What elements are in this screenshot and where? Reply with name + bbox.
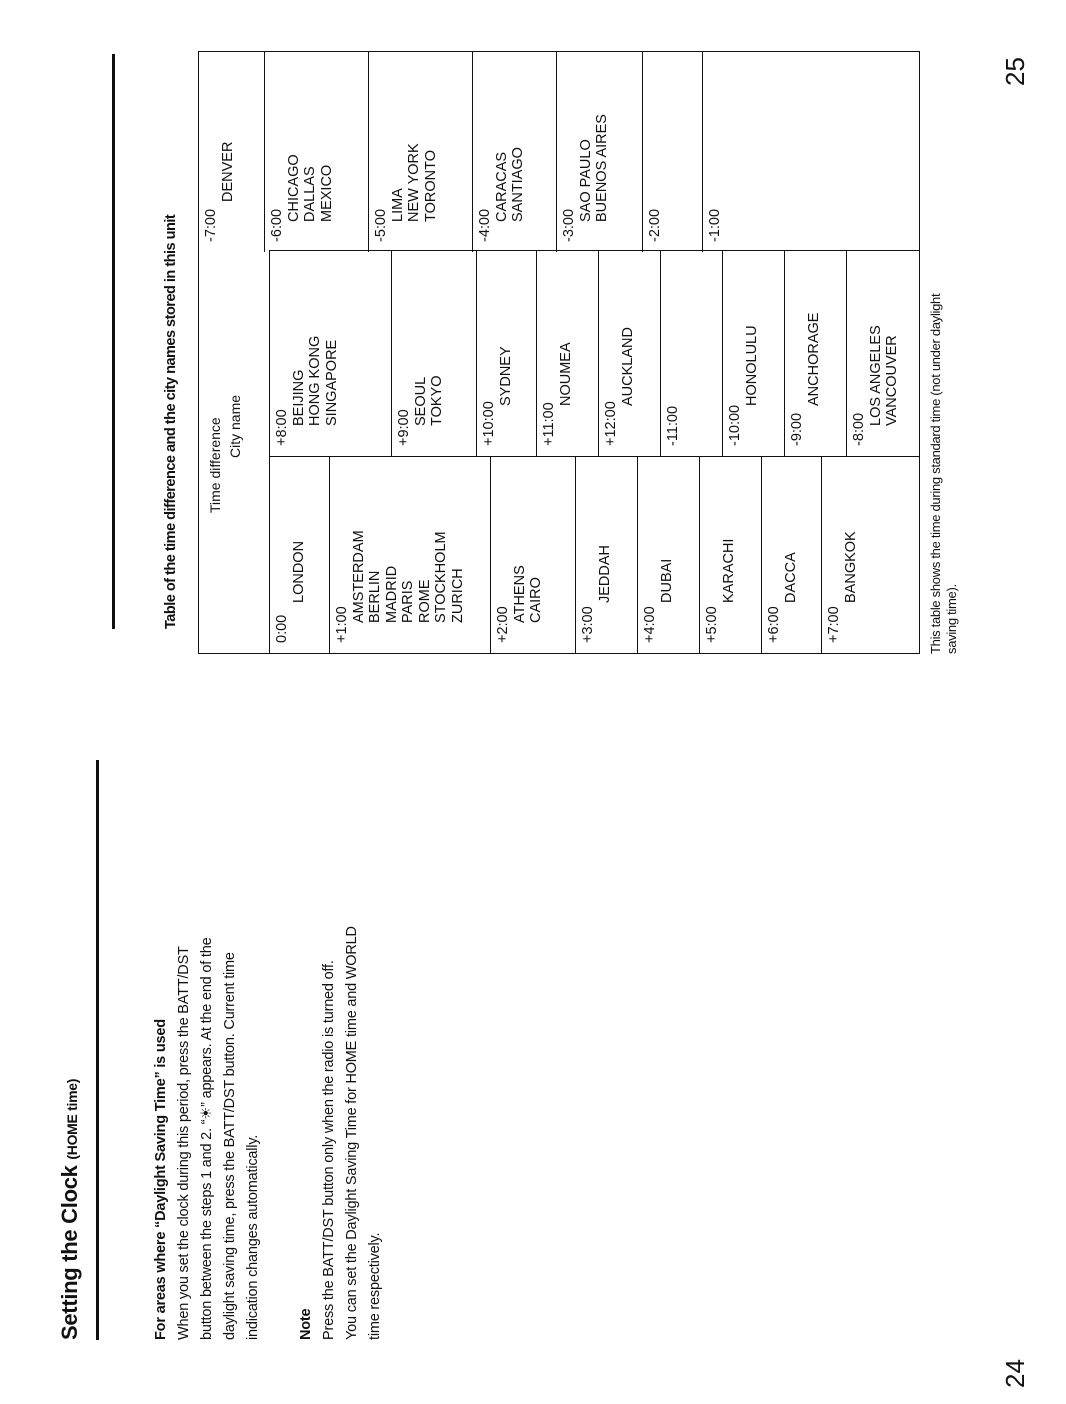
city-name: JEDDAH [596,544,613,603]
city-name: ANCHORAGE [805,312,822,406]
city-name: SEOUL [412,376,429,426]
city-name: BANGKOK [842,531,859,603]
time-offset: -1:00 [707,208,723,242]
city-name: AMSTERDAM [350,530,367,623]
table-cell [491,457,576,653]
city-name: ATHENS [511,565,528,623]
city-name: VANCOUVER [884,335,900,426]
time-offset: +3:00 [580,606,596,643]
table-cell [822,457,892,653]
table-cell [537,251,599,456]
city-name: DALLAS [302,166,318,222]
city-name: CHICAGO [285,154,302,222]
time-offset: -4:00 [477,208,493,242]
table-cell [638,457,700,653]
note-line: You can set the Daylight Saving Time for HOME time and WORLD [344,926,360,1340]
table-cell [723,251,785,456]
note-line: Press the BATT/DST button only when the radio is turned off. [321,960,337,1340]
title-text: Setting the Clock [57,1165,82,1340]
city-name: DACCA [782,552,799,603]
time-offset: -10:00 [727,404,743,446]
time-offset: +2:00 [495,606,511,643]
page-title [57,1079,83,1340]
table-cell [392,251,477,456]
title-suffix: (HOME time) [64,1078,80,1160]
city-name: CAIRO [528,577,544,623]
page-number-right: 25 [1000,57,1030,86]
table-footnote [928,54,960,654]
time-offset: +10:00 [481,401,497,446]
table-cell [265,52,369,252]
time-offset: -11:00 [665,405,681,446]
table-cell [847,251,922,456]
city-name: TOKYO [429,375,445,426]
table-cell [330,457,491,653]
table-cell [270,457,330,653]
time-offset: +5:00 [704,606,720,643]
header-city-name: City name [227,394,243,458]
city-name: LOS ANGELES [867,325,884,426]
city-name: BUENOS AIRES [594,114,610,222]
header-time-difference: Time difference [207,417,223,513]
city-name: KARACHI [720,538,737,603]
table-cell [700,457,762,653]
table-cell [557,52,643,252]
city-name: ZURICH [449,568,466,623]
city-name: NEW YORK [406,143,422,222]
table-cell [762,457,822,653]
footnote-line: saving time). [944,584,959,654]
city-name: SANTIAGO [510,147,526,222]
city-name: SINGAPORE [323,339,340,426]
table-cell [643,52,703,252]
dst-section [150,730,265,1340]
table-cell [473,52,557,252]
table-cell [270,251,392,456]
time-offset: -5:00 [373,208,389,242]
city-name: PARIS [400,580,416,623]
city-name: SYDNEY [497,346,514,406]
city-name: CARACAS [493,151,510,222]
table-cell [199,52,265,252]
note-line: time respectively. [367,1232,383,1340]
table-column [269,457,919,653]
footnote-line: This table shows the time during standard time (not under daylight [928,293,943,654]
city-name: HONG KONG [307,335,323,426]
time-offset: -6:00 [269,208,285,242]
dst-line: indication changes automatically. [245,1134,261,1340]
time-offset: +12:00 [603,401,619,446]
dst-line: When you set the clock during this period, press the BATT/DST [176,946,192,1340]
time-offset: +4:00 [642,606,658,643]
section-rule [112,54,115,629]
time-offset: -7:00 [203,208,219,242]
table-cell [785,251,847,456]
city-name: LIMA [389,188,406,222]
time-offset: +9:00 [396,409,412,446]
city-name: MADRID [383,565,400,623]
table-column [199,52,919,252]
title-rule [96,760,99,1340]
table-column [269,250,919,457]
table-cell [661,251,723,456]
city-name: SAO PAULO [577,139,594,222]
city-name: DUBAI [658,558,675,603]
page-number-left: 24 [1000,1359,1030,1388]
table-cell [703,52,765,252]
note-heading: Note [298,1308,314,1340]
time-difference-table [198,51,920,654]
city-name: BEIJING [290,369,307,426]
time-offset: 0:00 [274,614,290,643]
city-name: NOUMEA [557,342,574,406]
time-offset: +1:00 [334,606,350,643]
dst-heading: For areas where “Daylight Saving Time” is used [153,1019,169,1340]
city-name: HONOLULU [743,325,760,406]
table-cell [599,251,661,456]
table-cell [576,457,638,653]
city-name: STOCKHOLM [433,531,449,623]
time-offset: +6:00 [766,606,782,643]
city-name: ROME [416,579,433,623]
time-offset: -2:00 [647,208,663,242]
city-name: DENVER [219,141,236,202]
table-cell [477,251,537,456]
city-name: LONDON [290,540,307,603]
table-title: Table of the time difference and the city names stored in this unit [163,214,179,629]
time-offset: +11:00 [541,402,557,446]
time-offset: -9:00 [789,412,805,446]
time-offset: -8:00 [851,412,867,446]
dst-line: daylight saving time, press the BATT/DST button. Current time [222,952,238,1340]
city-name: BERLIN [367,570,383,623]
dst-line: button between the steps 1 and 2. “☀” appears. At the end of the [199,937,215,1340]
time-offset: +7:00 [826,606,842,643]
note-section [295,730,387,1340]
table-cell [369,52,473,252]
city-name: TORONTO [422,150,439,222]
city-name: MEXICO [318,164,335,222]
time-offset: +8:00 [274,409,290,446]
city-name: AUCKLAND [619,327,636,406]
time-offset: -3:00 [561,208,577,242]
